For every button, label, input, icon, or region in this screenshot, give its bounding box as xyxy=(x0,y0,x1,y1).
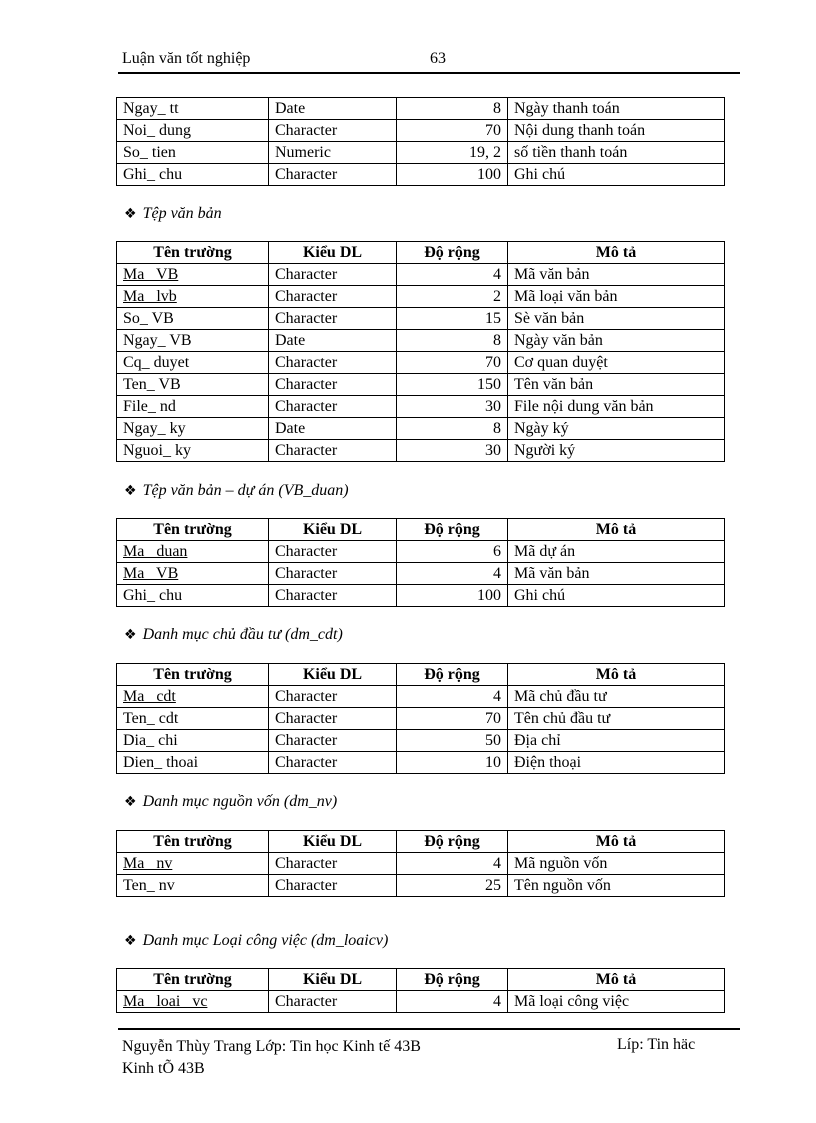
field-name-cell xyxy=(117,853,269,875)
table-row xyxy=(117,164,725,186)
page-footer xyxy=(122,1036,421,1080)
field-desc-cell: File nội dung văn bản xyxy=(508,396,725,418)
column-header-desc: Mô tả xyxy=(508,519,725,541)
table-row xyxy=(117,853,725,875)
column-header-type: Kiểu DL xyxy=(269,242,397,264)
table-row xyxy=(117,730,725,752)
diamond-bullet-icon: ❖ xyxy=(124,794,137,810)
field-table xyxy=(116,97,725,186)
section-heading xyxy=(124,205,222,223)
table-row xyxy=(117,98,725,120)
field-width-cell: 50 xyxy=(397,730,508,752)
table-header-row xyxy=(117,969,725,991)
column-header-type: Kiểu DL xyxy=(269,969,397,991)
field-width-cell: 25 xyxy=(397,875,508,897)
field-name-cell: Ten_ cdt xyxy=(117,708,269,730)
field-type-cell: Character xyxy=(269,752,397,774)
column-header-name: Tên trường xyxy=(117,242,269,264)
section-title: Tệp văn bản xyxy=(142,205,222,222)
field-type-cell: Character xyxy=(269,708,397,730)
field-name-cell: So_ tien xyxy=(117,142,269,164)
field-name-cell xyxy=(117,264,269,286)
field-width-cell: 70 xyxy=(397,352,508,374)
field-type-cell: Character xyxy=(269,730,397,752)
field-name-cell: Ghi_ chu xyxy=(117,585,269,607)
field-type-cell: Character xyxy=(269,853,397,875)
column-header-width: Độ rộng xyxy=(397,969,508,991)
field-name-cell: Cq_ duyet xyxy=(117,352,269,374)
field-width-cell: 70 xyxy=(397,708,508,730)
field-desc-cell: Tên nguồn vốn xyxy=(508,875,725,897)
field-desc-cell: Mã văn bản xyxy=(508,264,725,286)
field-width-cell: 4 xyxy=(397,991,508,1013)
table-row xyxy=(117,264,725,286)
field-type-cell: Character xyxy=(269,396,397,418)
table-header-row xyxy=(117,831,725,853)
column-header-type: Kiểu DL xyxy=(269,664,397,686)
field-name-cell: Ten_ VB xyxy=(117,374,269,396)
column-header-width: Độ rộng xyxy=(397,831,508,853)
table-row xyxy=(117,330,725,352)
field-desc-cell: Mã loại công việc xyxy=(508,991,725,1013)
field-table xyxy=(116,241,725,462)
field-name-cell: Nguoi_ ky xyxy=(117,440,269,462)
field-desc-cell: Tên văn bản xyxy=(508,374,725,396)
field-width-cell: 19, 2 xyxy=(397,142,508,164)
column-header-type: Kiểu DL xyxy=(269,831,397,853)
diamond-bullet-icon: ❖ xyxy=(124,483,137,499)
field-desc-cell: Mã chủ đầu tư xyxy=(508,686,725,708)
table-header-row xyxy=(117,519,725,541)
field-desc-cell: Sè văn bản xyxy=(508,308,725,330)
field-type-cell: Character xyxy=(269,541,397,563)
field-type-cell: Numeric xyxy=(269,142,397,164)
field-desc-cell: Ngày ký xyxy=(508,418,725,440)
field-type-cell: Character xyxy=(269,686,397,708)
section-heading xyxy=(124,793,337,811)
table-row xyxy=(117,752,725,774)
field-desc-cell: Mã nguồn vốn xyxy=(508,853,725,875)
field-desc-cell: Người ký xyxy=(508,440,725,462)
table-row xyxy=(117,418,725,440)
field-name-cell: Dia_ chi xyxy=(117,730,269,752)
table-header-row xyxy=(117,242,725,264)
field-desc-cell: số tiền thanh toán xyxy=(508,142,725,164)
field-desc-cell: Địa chỉ xyxy=(508,730,725,752)
primary-key-name: Ma_ loai_ vc xyxy=(123,993,208,1010)
column-header-desc: Mô tả xyxy=(508,664,725,686)
column-header-width: Độ rộng xyxy=(397,664,508,686)
table-row xyxy=(117,396,725,418)
column-header-name: Tên trường xyxy=(117,664,269,686)
field-table xyxy=(116,663,725,774)
field-name-cell: Ghi_ chu xyxy=(117,164,269,186)
field-name-cell xyxy=(117,286,269,308)
field-name-cell: File_ nd xyxy=(117,396,269,418)
table-row xyxy=(117,875,725,897)
section-heading xyxy=(124,482,349,500)
field-type-cell: Date xyxy=(269,330,397,352)
primary-key-name: Ma_ nv xyxy=(123,855,173,872)
column-header-desc: Mô tả xyxy=(508,969,725,991)
field-name-cell xyxy=(117,686,269,708)
field-name-cell: Ngay_ ky xyxy=(117,418,269,440)
primary-key-name: Ma_ VB xyxy=(123,565,179,582)
field-type-cell: Character xyxy=(269,164,397,186)
primary-key-name: Ma_ VB xyxy=(123,266,179,283)
field-name-cell: Dien_ thoai xyxy=(117,752,269,774)
column-header-desc: Mô tả xyxy=(508,242,725,264)
table-row xyxy=(117,563,725,585)
diamond-bullet-icon: ❖ xyxy=(124,627,137,643)
field-width-cell: 30 xyxy=(397,396,508,418)
field-width-cell: 15 xyxy=(397,308,508,330)
field-desc-cell: Ghi chú xyxy=(508,164,725,186)
table-row xyxy=(117,374,725,396)
field-width-cell: 8 xyxy=(397,418,508,440)
field-desc-cell: Nội dung thanh toán xyxy=(508,120,725,142)
document-title: Luận văn tốt nghiệp xyxy=(122,50,251,67)
field-type-cell: Character xyxy=(269,991,397,1013)
field-desc-cell: Ngày văn bản xyxy=(508,330,725,352)
primary-key-name: Ma_ lvb xyxy=(123,288,177,305)
field-table xyxy=(116,968,725,1013)
table-row xyxy=(117,541,725,563)
table-row xyxy=(117,686,725,708)
field-type-cell: Character xyxy=(269,120,397,142)
field-width-cell: 4 xyxy=(397,853,508,875)
section-title: Danh mục Loại công việc (dm_loaicv) xyxy=(142,932,389,949)
field-width-cell: 100 xyxy=(397,164,508,186)
field-name-cell: Ngay_ VB xyxy=(117,330,269,352)
field-width-cell: 150 xyxy=(397,374,508,396)
field-width-cell: 4 xyxy=(397,264,508,286)
field-width-cell: 8 xyxy=(397,98,508,120)
field-type-cell: Character xyxy=(269,585,397,607)
field-type-cell: Character xyxy=(269,264,397,286)
section-title: Danh mục nguồn vốn (dm_nv) xyxy=(142,793,338,810)
table-row xyxy=(117,142,725,164)
field-type-cell: Date xyxy=(269,98,397,120)
field-type-cell: Character xyxy=(269,875,397,897)
field-width-cell: 100 xyxy=(397,585,508,607)
column-header-desc: Mô tả xyxy=(508,831,725,853)
field-type-cell: Character xyxy=(269,352,397,374)
field-width-cell: 6 xyxy=(397,541,508,563)
field-type-cell: Character xyxy=(269,374,397,396)
table-row xyxy=(117,286,725,308)
table-row xyxy=(117,308,725,330)
field-desc-cell: Mã loại văn bản xyxy=(508,286,725,308)
field-width-cell: 70 xyxy=(397,120,508,142)
field-width-cell: 2 xyxy=(397,286,508,308)
field-width-cell: 10 xyxy=(397,752,508,774)
table-row xyxy=(117,352,725,374)
column-header-type: Kiểu DL xyxy=(269,519,397,541)
section-title: Tệp văn bản – dự án (VB_duan) xyxy=(142,482,349,499)
field-name-cell: Noi_ dung xyxy=(117,120,269,142)
primary-key-name: Ma_ cdt xyxy=(123,688,176,705)
footer-divider xyxy=(118,1028,740,1030)
diamond-bullet-icon: ❖ xyxy=(124,933,137,949)
field-name-cell: Ten_ nv xyxy=(117,875,269,897)
field-width-cell: 4 xyxy=(397,686,508,708)
footer-class: Kinh tÕ 43B xyxy=(122,1060,205,1077)
column-header-name: Tên trường xyxy=(117,831,269,853)
table-row xyxy=(117,120,725,142)
table-row xyxy=(117,708,725,730)
field-desc-cell: Tên chủ đầu tư xyxy=(508,708,725,730)
field-type-cell: Date xyxy=(269,418,397,440)
table-row xyxy=(117,585,725,607)
field-desc-cell: Ghi chú xyxy=(508,585,725,607)
field-desc-cell: Điện thoại xyxy=(508,752,725,774)
field-table xyxy=(116,518,725,607)
field-name-cell xyxy=(117,541,269,563)
field-name-cell: Ngay_ tt xyxy=(117,98,269,120)
table-header-row xyxy=(117,664,725,686)
field-type-cell: Character xyxy=(269,286,397,308)
field-desc-cell: Cơ quan duyệt xyxy=(508,352,725,374)
section-title: Danh mục chủ đầu tư (dm_cdt) xyxy=(142,626,343,643)
column-header-name: Tên trường xyxy=(117,519,269,541)
footer-class-right: Líp: Tin häc xyxy=(617,1036,696,1053)
footer-author: Nguyễn Thùy Trang Lớp: Tin học Kinh tế 43B xyxy=(122,1038,421,1055)
field-table xyxy=(116,830,725,897)
page-header xyxy=(118,50,740,74)
field-width-cell: 8 xyxy=(397,330,508,352)
table-row xyxy=(117,440,725,462)
field-type-cell: Character xyxy=(269,563,397,585)
field-name-cell xyxy=(117,991,269,1013)
section-heading xyxy=(124,626,343,644)
column-header-name: Tên trường xyxy=(117,969,269,991)
table-row xyxy=(117,991,725,1013)
section-heading xyxy=(124,932,388,950)
primary-key-name: Ma_ duan xyxy=(123,543,188,560)
field-width-cell: 30 xyxy=(397,440,508,462)
field-width-cell: 4 xyxy=(397,563,508,585)
field-type-cell: Character xyxy=(269,308,397,330)
field-desc-cell: Mã dự án xyxy=(508,541,725,563)
column-header-width: Độ rộng xyxy=(397,242,508,264)
field-name-cell: So_ VB xyxy=(117,308,269,330)
field-name-cell xyxy=(117,563,269,585)
field-type-cell: Character xyxy=(269,440,397,462)
diamond-bullet-icon: ❖ xyxy=(124,206,137,222)
page-number: 63 xyxy=(430,50,446,67)
field-desc-cell: Mã văn bản xyxy=(508,563,725,585)
field-desc-cell: Ngày thanh toán xyxy=(508,98,725,120)
column-header-width: Độ rộng xyxy=(397,519,508,541)
